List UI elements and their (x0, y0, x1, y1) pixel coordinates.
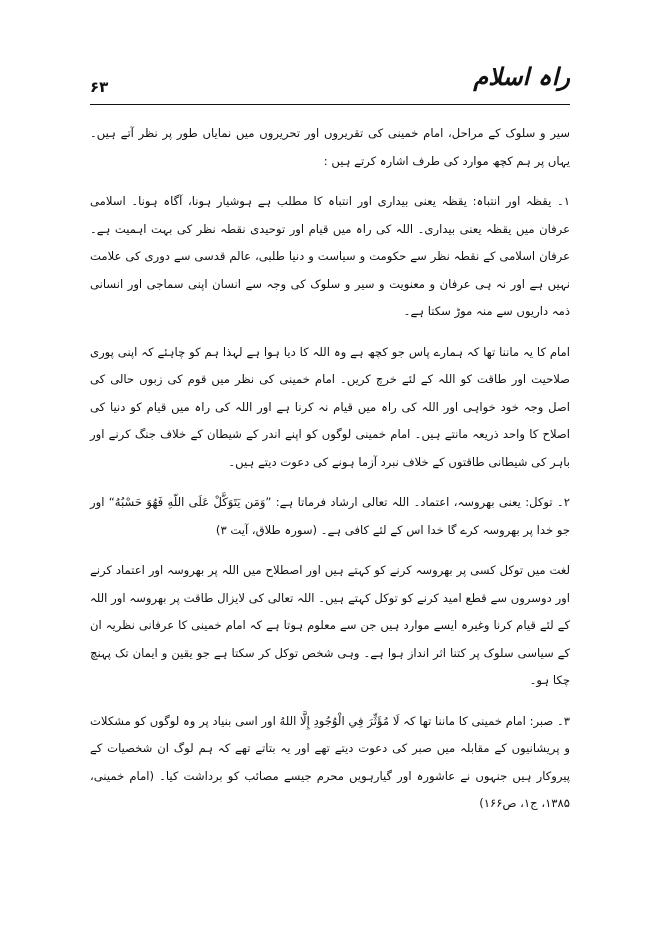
tawakkul-definition-paragraph: لغت میں توکل کسی پر بھروسہ کرنے کو کہتے ہیں اور اصطلاح میں اللہ پر بھروسہ اور اعتماد کرنے اور دوسروں سے قطع امید کرنے کو توکل کہتے ہیں۔ اللہ تعالی کی لایزال طاقت پر بھروسہ اور اللہ کے لئے قیام کرنا وغیرہ ایسے موارد ہیں جن سے معلوم ہوتا ہے کہ امام خمینی کا عرفانی نظریہ ان کے سیاسی سلوک پر کتنا اثر انداز ہوا ہے۔ وہی شخص توکل کر سکتا ہے جو یقین و ایمان تک پہنچ چکا ہو۔ (90, 563, 570, 687)
imam-belief-paragraph: امام کا یہ ماننا تھا کہ ہمارے پاس جو کچھ ہے وہ اللہ کا دیا ہوا ہے لہذا ہم کو چاہئے کہ اپنی پوری صلاحیت اور طاقت کو اللہ کے لئے خرچ کریں۔ امام خمینی کی نظر میں قوم کی زبوں حالی کی اصل وجہ خود خواہی اور اللہ کی راہ میں قیام نہ کرنا ہے اور اللہ کی راہ میں قیام کو دنیا کی اصلاح کا واحد ذریعہ مانتے ہیں۔ امام خمینی لوگوں کو اپنے اندر کے شیطان کے خلاف جنگ کرنے اور باہر کی شیطانی طاقتوں کے خلاف نبرد آزما ہونے کی دعوت دیتے ہیں۔ (90, 344, 570, 469)
point-2-tawakkul-paragraph: ۲۔ توکل: یعنی بھروسہ، اعتماد۔ اللہ تعالی ارشاد فرماتا ہے: ”وَمَن يَتَوَكَّلْ عَلَى اللّهِ فَهُوَ حَسْبُهُ“ اور جو خدا پر بھروسہ کرے گا خدا اس کے لئے کافی ہے۔ (سورہ طلاق، آیت ۳) (90, 495, 570, 537)
page-header (90, 60, 570, 110)
point-3-sabr-paragraph: ۳۔ صبر: امام خمینی کا ماننا تھا کہ لَا مُؤَثِّرَ فِي الْوُجُودِ إِلَّا اللهُ اور اسی بنیاد پر وہ لوگوں کو مشکلات و پریشانیوں کے مقابلہ میں صبر کی دعوت دیتے تھے اور یہ بتاتے تھے کہ ہم لوگ ان شخصیات کے پیروکار ہیں جنہوں نے عاشورہ اور گیارہویں محرم جیسے مصائب کو برداشت کیا۔ (امام خمینی، ۱۳۸۵، ج۱، ص۱۶۶) (90, 713, 570, 810)
intro-paragraph: سیر و سلوک کے مراحل، امام خمینی کی تقریروں اور تحریروں میں نمایاں طور پر نظر آتے ہیں۔ یہاں پر ہم کچھ موارد کی طرف اشارہ کرتے ہیں : (90, 126, 570, 168)
header-divider (90, 104, 570, 105)
journal-title: راہ اسلام (473, 62, 570, 91)
point-1-yaqza-paragraph: ۱۔ یقظہ اور انتباہ: یقظہ یعنی بیداری اور انتباہ کا مطلب ہے ہوشیار ہونا، آگاہ ہونا۔ اسلامی عرفان میں یقظہ یعنی بیداری۔ اللہ کی راہ میں قیام اور توحیدی نقطہ نظر کی بہت اہمیت ہے۔ عرفان اسلامی کے نقطہ نظر سے حکومت و سیاست و دنیا طلبی، عالم قدسی سے دوری کی علامت نہیں ہے اور نہ ہی عرفان و معنویت و سیر و سلوک کی وجہ سے انسان اپنی سماجی اور انسانی ذمہ داریوں سے منہ موڑ سکتا ہے۔ (90, 194, 570, 318)
page-number: ۶۳ (90, 78, 109, 96)
page-body (90, 120, 570, 818)
